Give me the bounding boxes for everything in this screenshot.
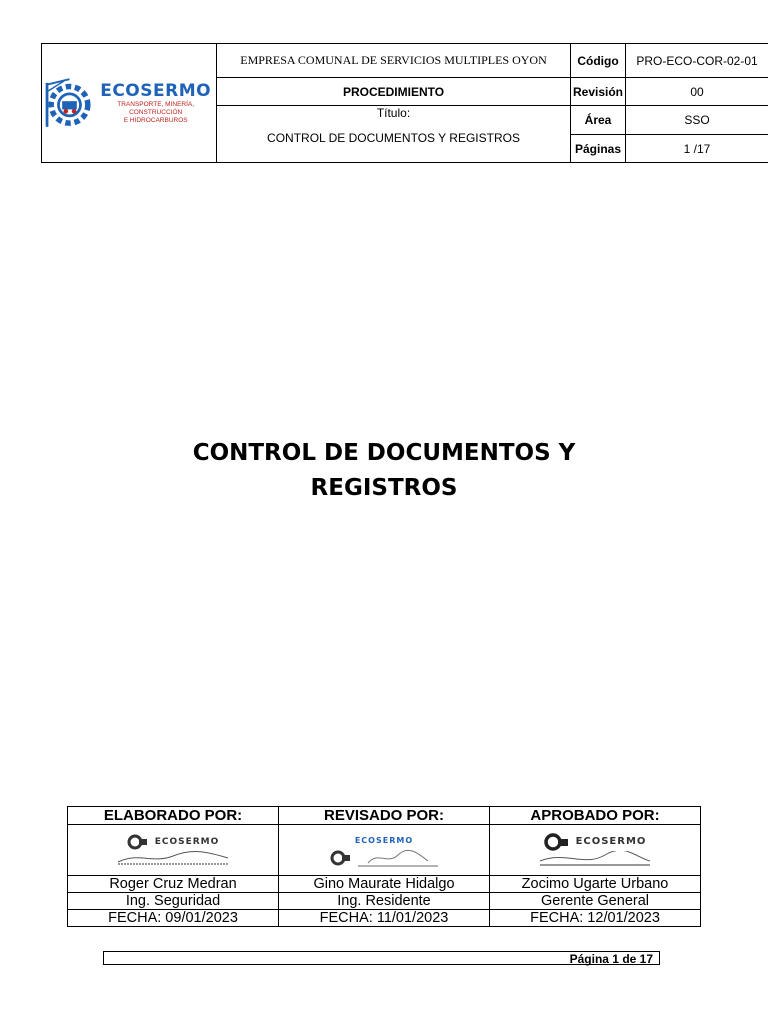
logo-name: ECOSERMO: [100, 81, 212, 101]
company-name: EMPRESA COMUNAL DE SERVICIOS MULTIPLES OYON: [217, 44, 571, 78]
stamp-logo-icon: [330, 850, 352, 866]
signature-stamp-revisado: [279, 825, 490, 876]
document-title-line: CONTROL DE DOCUMENTOS Y: [192, 440, 576, 466]
approval-heading-elaborado: ELABORADO POR:: [68, 807, 279, 825]
logo-tagline: TRANSPORTE, MINERÍA, CONSTRUCCIÓN: [117, 101, 195, 116]
approval-heading-revisado: REVISADO POR:: [279, 807, 490, 825]
title-value: CONTROL DE DOCUMENTOS Y REGISTROS: [267, 131, 520, 145]
stamp-company-name: ECOSERMO: [354, 836, 414, 845]
page-number: Página 1 de 17: [569, 952, 653, 966]
stamp-company-name: ECOSERMO: [154, 837, 220, 847]
approval-date: FECHA: 12/01/2023: [490, 910, 701, 927]
signature-scribble: [358, 849, 438, 867]
field-value-area: SSO: [626, 106, 768, 135]
approval-heading-aprobado: APROBADO POR:: [490, 807, 701, 825]
page-footer: [103, 951, 660, 965]
signature-stamp-aprobado: [490, 825, 701, 876]
signature-scribble: [113, 850, 233, 866]
document-title-line: REGISTROS: [310, 475, 458, 501]
company-logo: [42, 44, 217, 163]
approver-role: Gerente General: [490, 893, 701, 910]
approval-date: FECHA: 09/01/2023: [68, 910, 279, 927]
approver-role: Ing. Residente: [279, 893, 490, 910]
field-label-codigo: Código: [571, 44, 626, 78]
document-header-table: [41, 43, 768, 163]
field-label-area: Área: [571, 106, 626, 135]
stamp-logo-icon: [127, 834, 149, 850]
approver-role: Ing. Seguridad: [68, 893, 279, 910]
approver-name: Zocimo Ugarte Urbano: [490, 876, 701, 893]
approver-name: Roger Cruz Medran: [68, 876, 279, 893]
approval-table: [67, 806, 701, 927]
field-label-revision: Revisión: [571, 78, 626, 106]
stamp-company-name: ECOSERMO: [575, 836, 647, 847]
gear-crane-icon: [42, 71, 93, 135]
stamp-logo-icon: [544, 833, 570, 851]
document-title: [0, 436, 768, 506]
field-value-revision: 00: [626, 78, 768, 106]
document-type: PROCEDIMIENTO: [217, 78, 571, 106]
signature-scribble: [535, 851, 655, 867]
field-value-paginas: 1 /17: [626, 135, 768, 163]
title-label: Título:: [376, 106, 411, 120]
signature-stamp-elaborado: [68, 825, 279, 876]
field-value-codigo: PRO-ECO-COR-02-01: [626, 44, 768, 78]
logo-tagline: E HIDROCARBUROS: [123, 117, 188, 124]
field-label-paginas: Páginas: [571, 135, 626, 163]
approver-name: Gino Maurate Hidalgo: [279, 876, 490, 893]
title-cell: [217, 106, 571, 163]
approval-date: FECHA: 11/01/2023: [279, 910, 490, 927]
